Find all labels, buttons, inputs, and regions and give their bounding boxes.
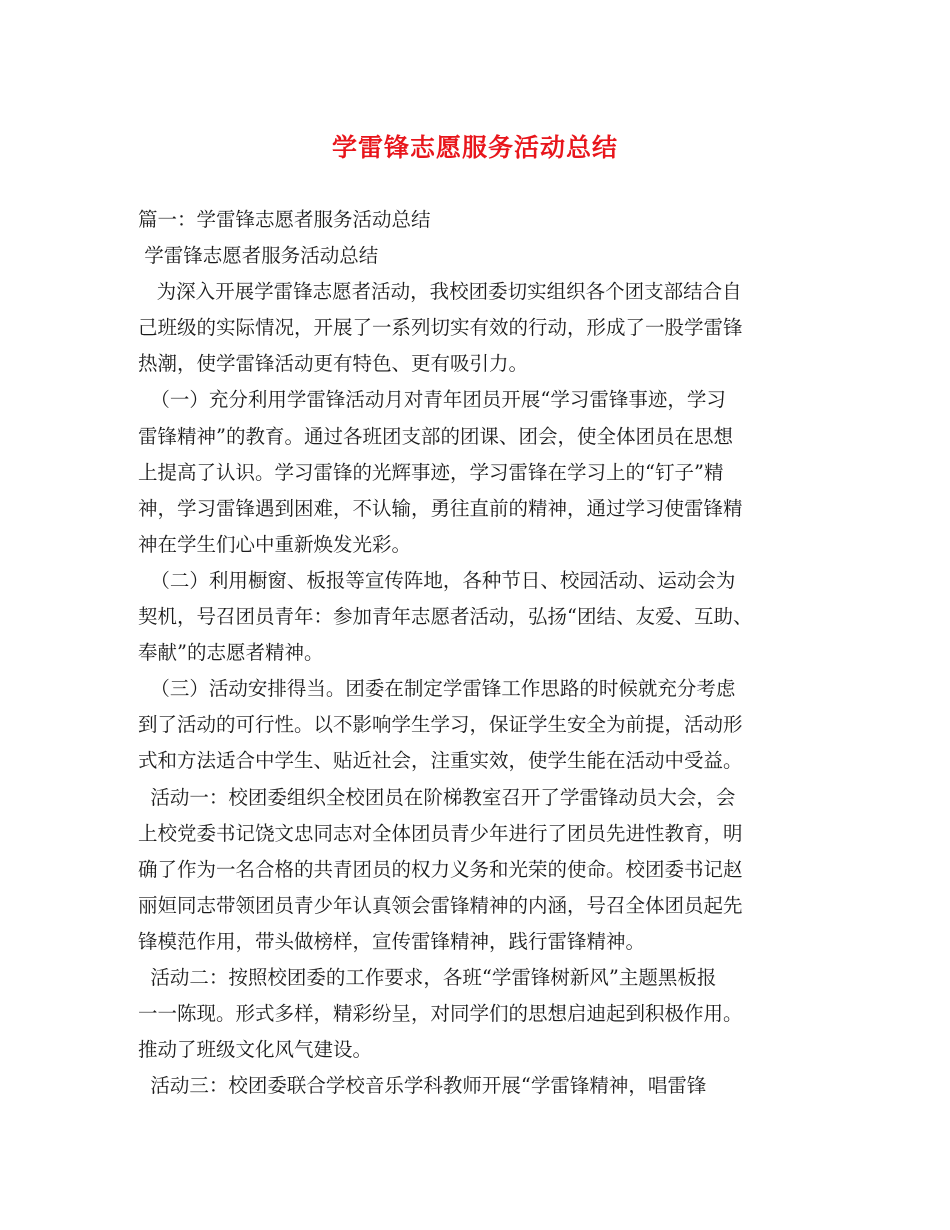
- text-line: 丽姮同志带领团员青少年认真领会雷锋精神的内涵，号召全体团员起先: [138, 893, 743, 917]
- text-line: 学雷锋志愿者服务活动总结: [138, 244, 379, 268]
- text-line: 活动一：校团委组织全校团员在阶梯教室召开了学雷锋动员大会，会: [138, 785, 736, 809]
- text-line: 奉献”的志愿者精神。: [138, 641, 324, 665]
- document-body: [138, 202, 828, 1104]
- text-line: 热潮，使学雷锋活动更有特色、更有吸引力。: [138, 352, 529, 376]
- text-line: 己班级的实际情况，开展了一系列切实有效的行动，形成了一股学雷锋: [138, 316, 743, 340]
- text-line: 推动了班级文化风气建设。: [138, 1038, 373, 1062]
- text-line: 式和方法适合中学生、贴近社会，注重实效，使学生能在活动中受益。: [138, 749, 743, 773]
- text-line: 篇一：学雷锋志愿者服务活动总结: [138, 208, 431, 231]
- text-line: 为深入开展学雷锋志愿者活动，我校团委切实组织各个团支部结合自: [138, 280, 742, 304]
- text-line: 神在学生们心中重新焕发光彩。: [138, 532, 412, 556]
- text-line: 上校党委书记饶文忠同志对全体团员青少年进行了团员先进性教育，明: [138, 821, 743, 845]
- text-line: （一）充分利用学雷锋活动月对青年团员开展“学习雷锋事迹，学习: [138, 388, 726, 412]
- text-line: （二）利用橱窗、板报等宣传阵地，各种节日、校园活动、运动会为: [138, 568, 736, 592]
- text-line: 神，学习雷锋遇到困难，不认输，勇往直前的精神，通过学习使雷锋精: [138, 496, 743, 520]
- text-line: 上提高了认识。学习雷锋的光辉事迹，学习雷锋在学习上的“钉子”精: [138, 460, 724, 484]
- text-line: 活动二：按照校团委的工作要求，各班“学雷锋树新风”主题黑板报: [138, 965, 717, 989]
- text-line: 雷锋精神”的教育。通过各班团支部的团课、团会，使全体团员在思想: [138, 424, 733, 448]
- text-line: 活动三：校团委联合学校音乐学科教师开展“学雷锋精神，唱雷锋: [138, 1074, 707, 1098]
- text-line: 契机，号召团员青年：参加青年志愿者活动，弘扬“团结、友爱、互助、: [138, 605, 753, 629]
- text-line: 一一陈现。形式多样，精彩纷呈，对同学们的思想启迪起到积极作用。: [138, 1002, 743, 1026]
- text-line: 确了作为一名合格的共青团员的权力义务和光荣的使命。校团委书记赵: [138, 857, 743, 881]
- document-title: 学雷锋志愿服务活动总结: [331, 133, 618, 162]
- text-line: 锋模范作用，带头做榜样，宣传雷锋精神，践行雷锋精神。: [138, 929, 646, 953]
- text-line: （三）活动安排得当。团委在制定学雷锋工作思路的时候就充分考虑: [138, 677, 736, 701]
- text-line: 到了活动的可行性。以不影响学生学习，保证学生安全为前提，活动形: [138, 713, 743, 737]
